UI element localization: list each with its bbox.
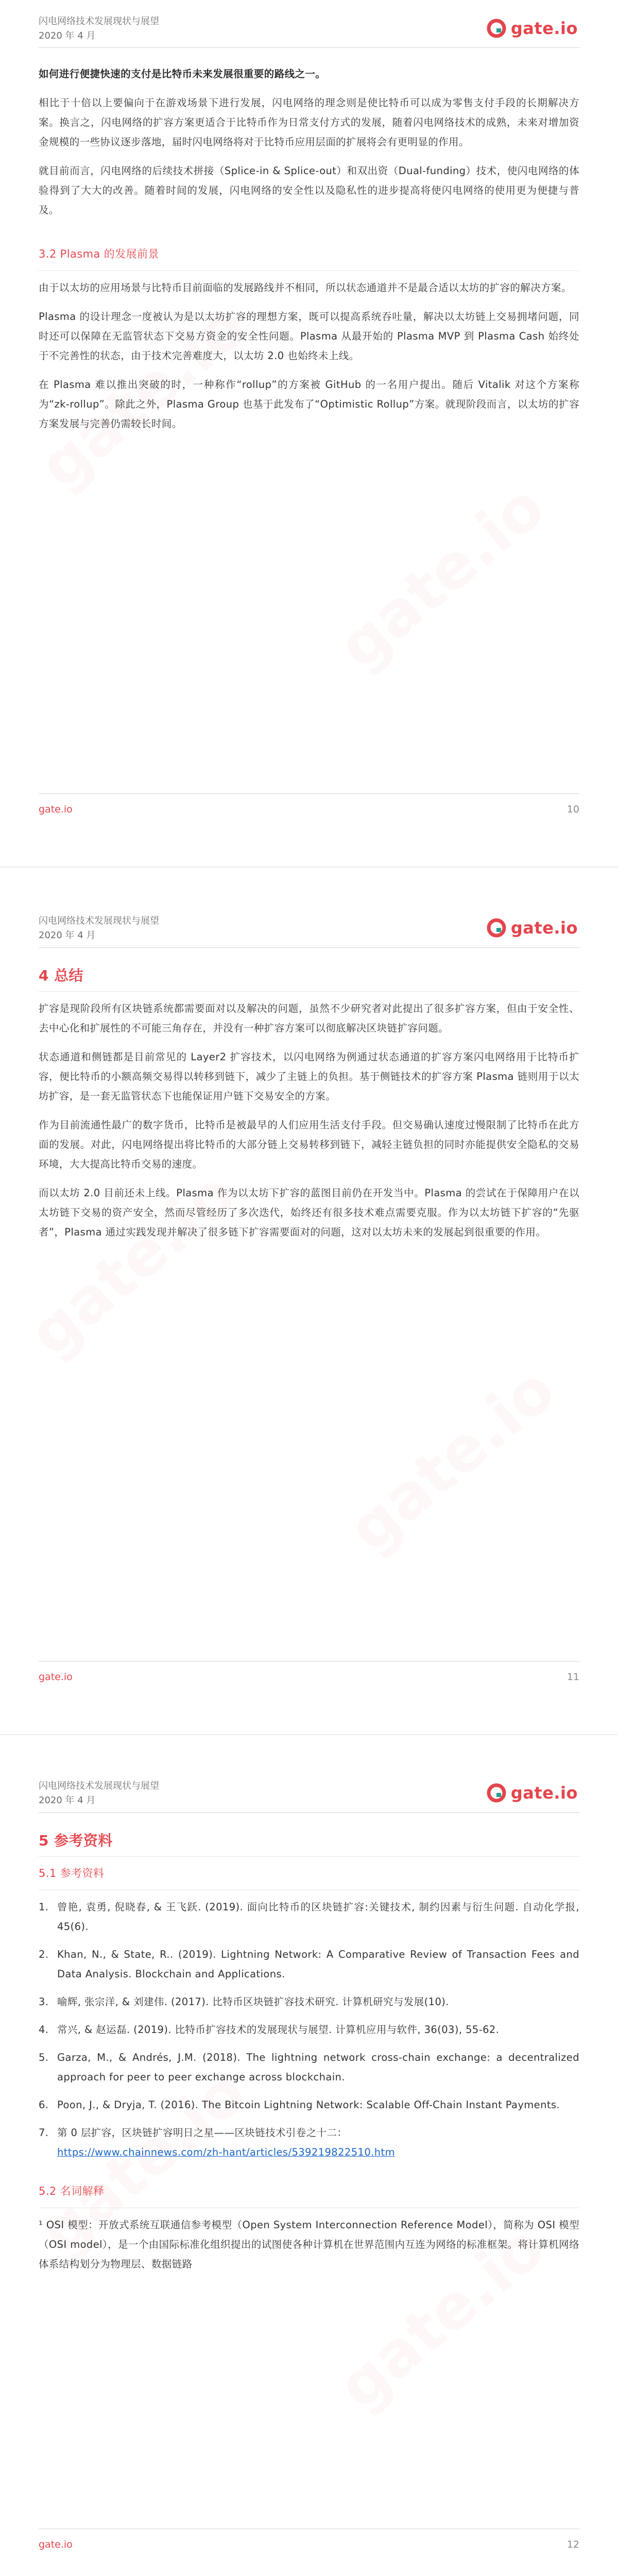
header-date: 2020 年 4 月 xyxy=(39,930,96,941)
footer-site-link[interactable]: gate.io xyxy=(39,2539,73,2550)
paragraph: 作为目前流通性最广的数字货币，比特币是被最早的人们应用生活支付手段。但交易确认速度过慢限制了比特币在此方面的发展。对此，闪电网络提出将比特币的大部分链上交易转移到链下，减轻主链负担的同时亦能提供安全隐私的交易环境，大大提高比特币交易的速度。 xyxy=(39,1119,579,1170)
header-title: 闪电网络技术发展现状与展望 xyxy=(39,1781,159,1791)
reference-number: 7. xyxy=(39,2127,49,2139)
watermark xyxy=(325,471,558,683)
page-footer xyxy=(39,1671,579,1687)
reference-number: 1. xyxy=(39,1901,49,1913)
page-header xyxy=(39,1779,159,1808)
watermark xyxy=(335,1354,569,1566)
header-title: 闪电网络技术发展现状与展望 xyxy=(39,916,159,926)
reference-text: Poon, J., & Dryja, T. (2016). The Bitcoin Lightning Network: Scalable Off-Chain Instant Payments. xyxy=(57,2099,560,2111)
paragraph: Plasma 的设计理念一度被认为是以太坊扩容的理想方案，既可以提高系统吞吐量，解决以太坊链上交易拥堵问题，同时还可以保障在无监管状态下交易方资金的安全性问题。Plasma 从最开始的 Plasma MVP 到 Plasma Cash 始终处于不完善性的状态，由于技术完善难度大，以太坊 2.0 也始终未上线。 xyxy=(39,311,579,362)
glossary-item: ¹ OSI 模型：开放式系统互联通信参考模型（Open System Interconnection Reference Model），简称为 OSI 模型（OSI model），是一个由国际标准化组织提出的试图使各种计算机在世界范围内互连为网络的标准框架。将计算机网络体系结构划分为物理层、数据链路 xyxy=(39,2219,579,2270)
page-footer xyxy=(39,804,579,819)
paragraph: 而以太坊 2.0 目前还未上线。Plasma 作为以太坊下扩容的蓝图目前仍在开发当中。Plasma 的尝试在于保障用户在以太坊链下交易的资产安全，然而尽管经历了多次迭代，始终还有很多技术难点需要克服。作为以太坊链下扩容的“先驱者”，Plasma 通过实践发现并解决了很多链下扩容需要面对的问题，这对以太坊未来的发展起到很重要的作用。 xyxy=(39,1187,579,1238)
reference-text: 第 0 层扩容，区块链扩容明日之星——区块链技术引卷之十二： xyxy=(57,2127,348,2139)
page-number: 12 xyxy=(566,2539,579,2550)
header-rule xyxy=(39,1812,579,1813)
reference-text-wrap xyxy=(57,2123,579,2162)
reference-number: 5. xyxy=(39,2052,49,2063)
paragraph: 由于以太坊的应用场景与比特币目前面临的发展路线并不相同，所以状态通道并不是最合适以太坊的扩容的解决方案。 xyxy=(39,282,572,294)
gate-logo-icon xyxy=(486,918,507,938)
reference-link[interactable]: https://www.chainnews.com/zh-hant/articles/539219822510.htm xyxy=(57,2146,395,2158)
page-number: 11 xyxy=(566,1671,579,1683)
gate-logo-icon xyxy=(486,18,507,39)
section-rule xyxy=(39,1856,579,1857)
footer-rule xyxy=(39,1661,579,1662)
reference-number: 4. xyxy=(39,2024,49,2036)
logo-text: gate.io xyxy=(510,918,578,938)
paragraph: 如何进行便捷快速的支付是比特币未来发展很重要的路线之一。 xyxy=(39,68,326,80)
section-title: 3.2 Plasma 的发展前景 xyxy=(39,248,159,260)
page-header xyxy=(39,914,159,943)
section-title: 5 参考资料 xyxy=(39,1832,113,1849)
paragraph: 扩容是现阶段所有区块链系统都需要面对以及解决的问题，虽然不少研究者对此提出了很多扩容方案，但由于安全性、去中心化和扩展性的不可能三角存在，并没有一种扩容方案可以彻底解决区块链扩容问题。 xyxy=(39,1003,579,1034)
reference-item xyxy=(39,2048,579,2087)
reference-item xyxy=(39,1945,579,1984)
reference-text: 曾艳, 袁勇, 倪晓春, & 王飞跃. (2019). 面向比特币的区块链扩容:关键技术, 制约因素与衍生问题. 自动化学报, 45(6). xyxy=(57,1901,579,1933)
page-11 xyxy=(0,868,618,1734)
brand-logo[interactable] xyxy=(486,915,578,941)
header-date: 2020 年 4 月 xyxy=(39,1795,96,1806)
footer-site-link[interactable]: gate.io xyxy=(39,804,73,815)
header-rule xyxy=(39,947,579,948)
reference-item xyxy=(39,1897,579,1937)
reference-item xyxy=(39,1992,579,2012)
header-title: 闪电网络技术发展现状与展望 xyxy=(39,16,159,27)
reference-item xyxy=(39,2095,579,2115)
page-body xyxy=(39,1831,579,2283)
reference-item xyxy=(39,2123,579,2162)
reference-number: 2. xyxy=(39,1948,49,1960)
header-rule xyxy=(39,47,579,48)
reference-text: 常兴, & 赵运磊. (2019). 比特币扩容技术的发展现状与展望. 计算机应用与软件, 36(03), 55-62. xyxy=(57,2024,500,2036)
section-rule xyxy=(39,991,579,992)
footer-site-link[interactable]: gate.io xyxy=(39,1671,73,1683)
paragraph: 就目前而言，闪电网络的后续技术拼接（Splice-in & Splice-out）和双出资（Dual-funding）技术，使闪电网络的体验得到了大大的改善。随着时间的发展，闪电网络的安全性以及隐私性的进步提高将使闪电网络的使用更为便捷与普及。 xyxy=(39,165,579,216)
reference-number: 3. xyxy=(39,1996,49,2008)
reference-text: 喻辉, 张宗洋, & 刘建伟. (2017). 比特币区块链扩容技术研究. 计算机研究与发展(10). xyxy=(57,1996,449,2008)
page-12 xyxy=(0,1735,618,2576)
header-date: 2020 年 4 月 xyxy=(39,30,96,41)
subsection-title: 5.1 参考资料 xyxy=(39,1867,105,1879)
paragraph: 状态通道和侧链都是目前常见的 Layer2 扩容技术，以闪电网络为例通过状态通道的扩容方案闪电网络用于比特币扩容，便比特币的小额高频交易得以转移到链下，减少了主链上的负担。基于侧链技术的扩容方案 Plasma 链则用于以太坊扩容，是一套无监管状态下也能保证用户链下交易安全的方案。 xyxy=(39,1051,579,1102)
reference-number: 6. xyxy=(39,2099,49,2111)
page-body xyxy=(39,64,579,443)
paragraph: 在 Plasma 难以推出突破的时，一种称作“rollup”的方案被 GitHub 的一名用户提出。随后 Vitalik 对这个方案称为“zk-rollup”。除此之外，Plasma Group 也基于此发布了“Optimistic Rollup”方案。就现阶段而言，以太坊的扩容方案发展与完善仍需较长时间。 xyxy=(39,379,579,430)
page-10 xyxy=(0,0,618,867)
page-footer xyxy=(39,2539,579,2554)
section-rule xyxy=(39,270,579,271)
footer-rule xyxy=(39,793,579,794)
subsection-title: 5.2 名词解释 xyxy=(39,2185,105,2197)
page-header xyxy=(39,14,159,43)
gate-logo-icon xyxy=(486,1783,507,1803)
logo-text: gate.io xyxy=(510,19,578,38)
reference-text: Garza, M., & Andrés, J.M. (2018). The lightning network cross-chain exchange: a decentralized approach for peer to peer exchange across blockchain. xyxy=(57,2052,579,2083)
paragraph xyxy=(39,93,579,152)
brand-logo[interactable] xyxy=(486,15,578,41)
paragraph-text: 相比于十倍以上要偏向于在游戏场景下进行发展，闪电网络的理念则是使比特币可以成为零售支付手段的长期解决方案。换言之，闪电网络的扩容方案更适合于比特币作为日常支付方式的发展，随着闪电网络技术的成熟，未来对增加资金规模的一些协议逐步落地，届时闪电网络将对于比特币应用层面的扩展将会有更明显的作用。 xyxy=(39,97,579,148)
page-number: 10 xyxy=(566,804,579,815)
reference-item xyxy=(39,2020,579,2040)
page-body xyxy=(39,965,579,1251)
reference-text: Khan, N., & State, R.. (2019). Lightning Network: A Comparative Review of Transaction Fees and Data Analysis. Blockchain and Applications. xyxy=(57,1948,579,1980)
section-title: 4 总结 xyxy=(39,967,83,984)
logo-text: gate.io xyxy=(510,1783,578,1803)
brand-logo[interactable] xyxy=(486,1780,578,1806)
